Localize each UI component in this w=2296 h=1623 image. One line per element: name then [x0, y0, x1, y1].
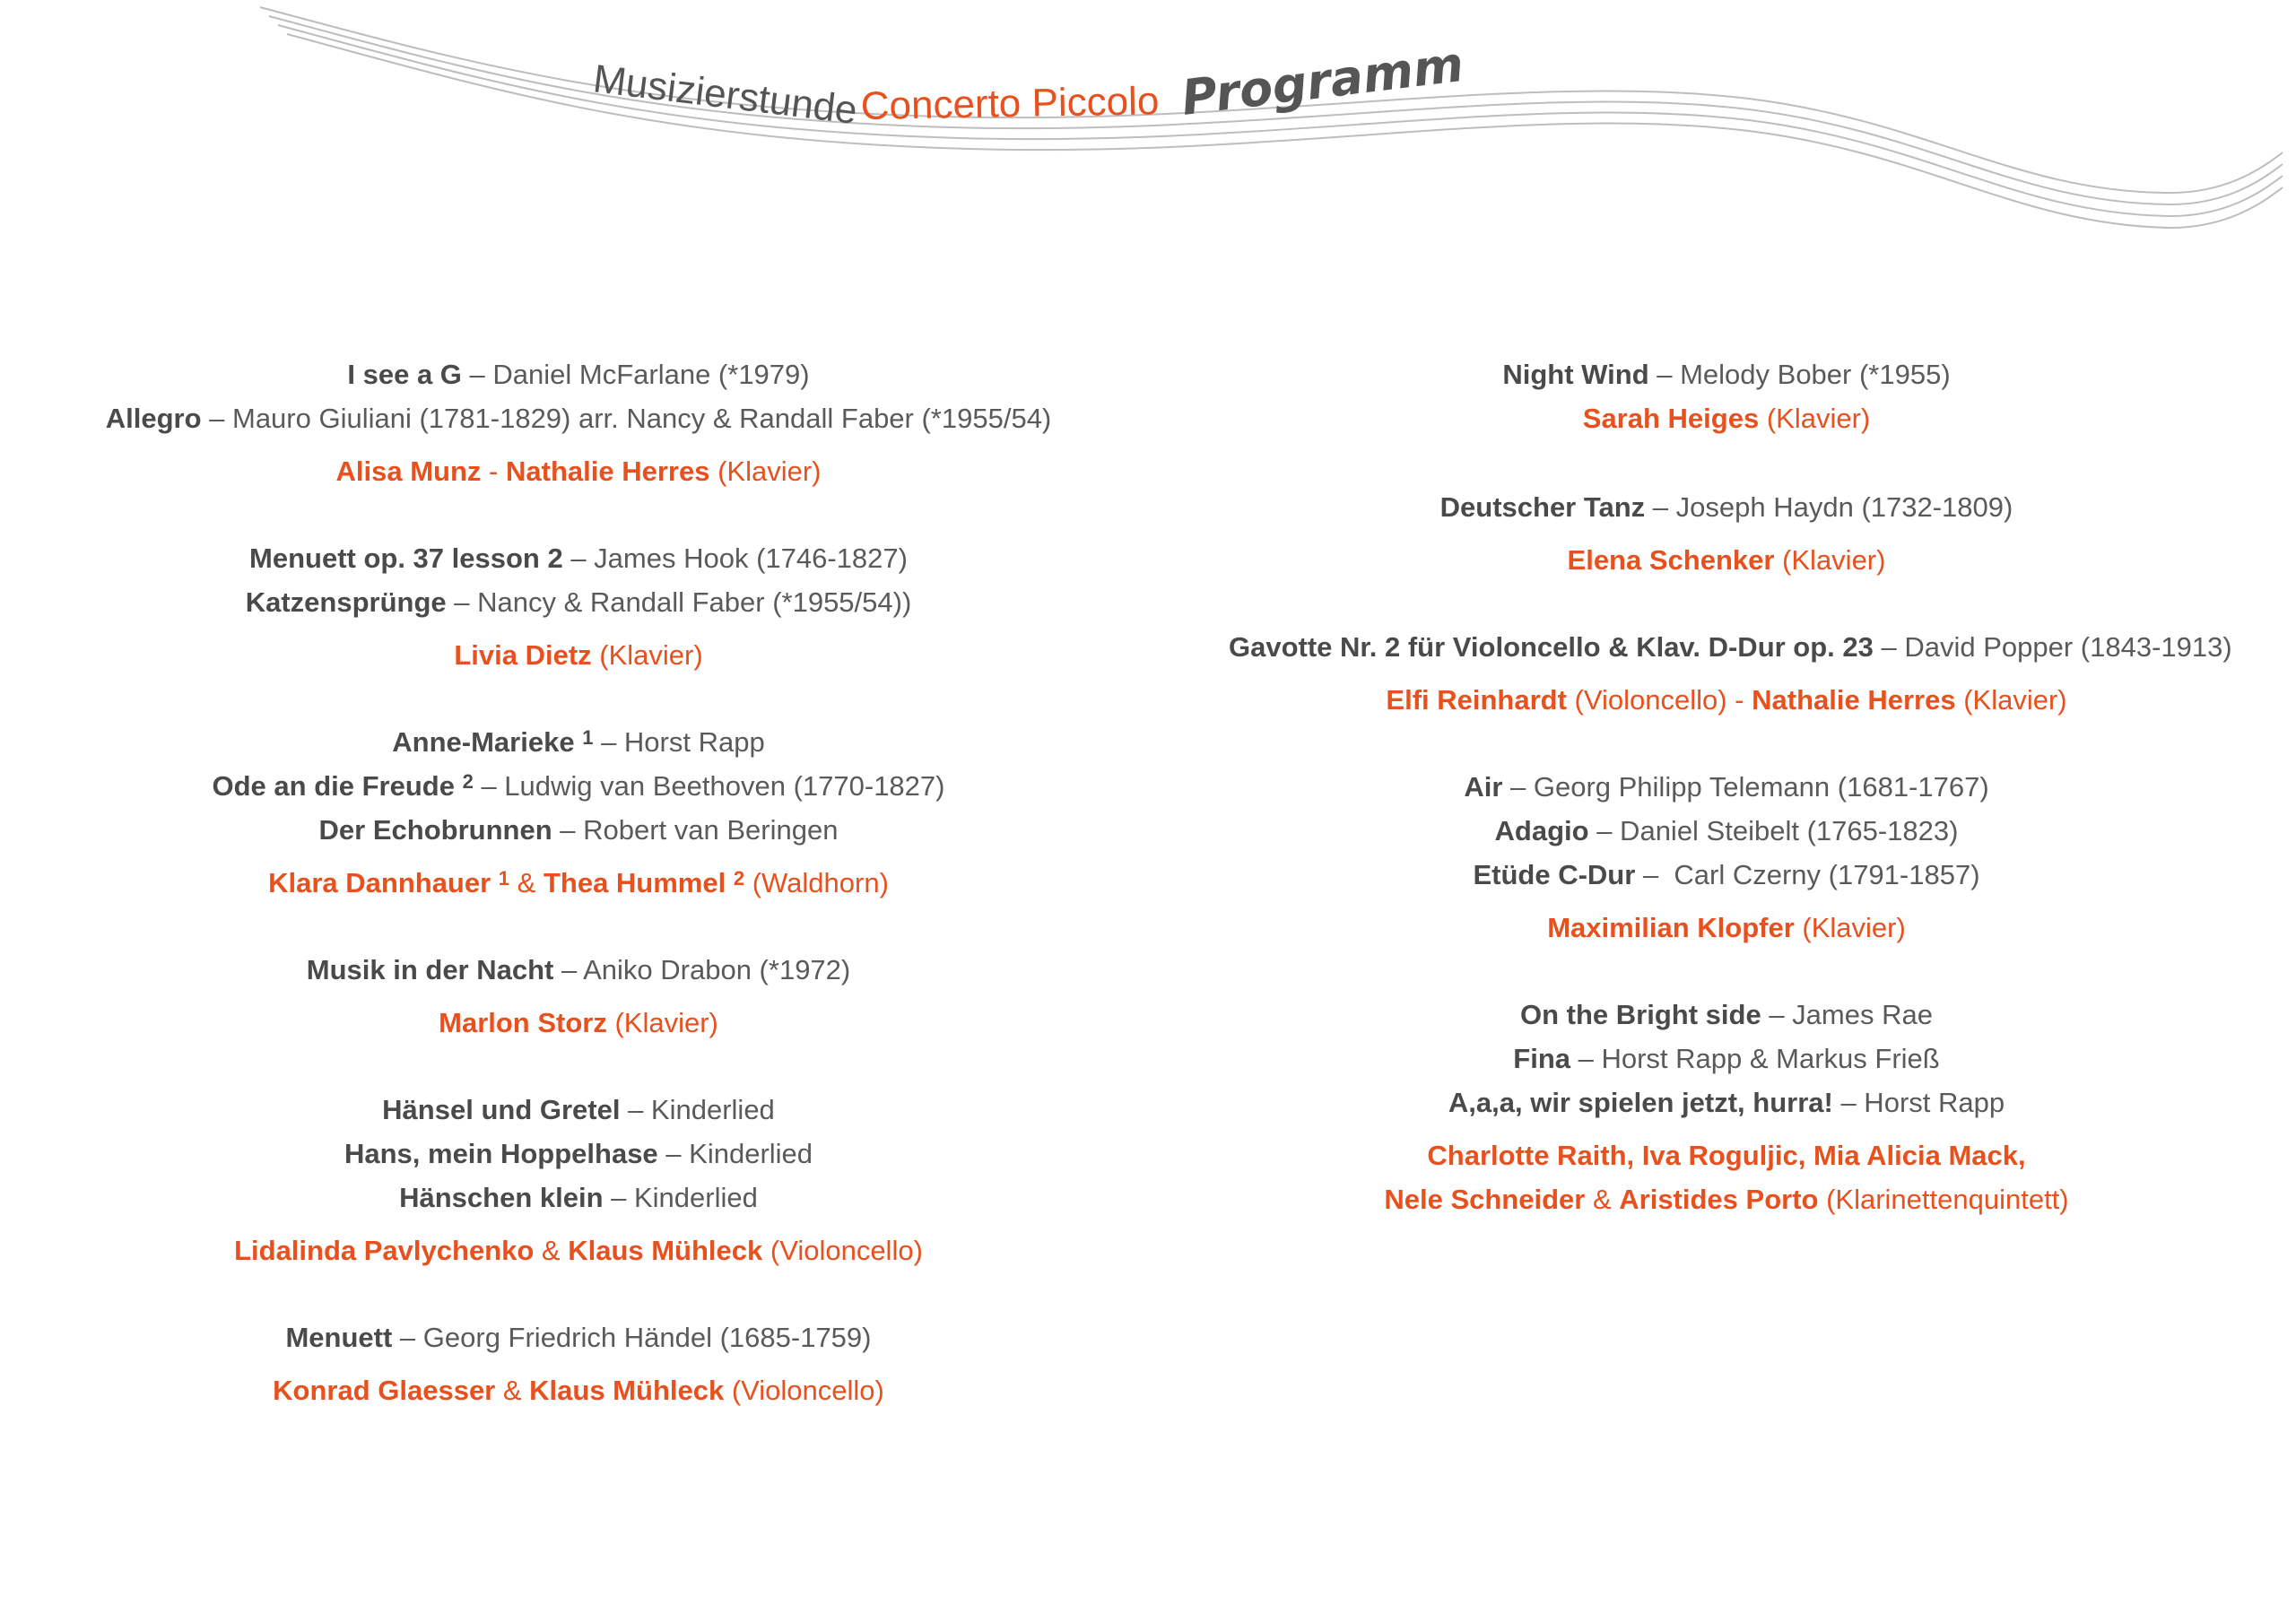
piece-line: [81, 1315, 1076, 1359]
program-left-column: [81, 352, 1076, 1412]
piece-line: [81, 948, 1076, 992]
piece-composer: – Daniel Steibelt (1765-1823): [1588, 815, 1959, 846]
piece-composer: – Horst Rapp & Markus Frieß: [1570, 1043, 1940, 1074]
piece-composer: – Nancy & Randall Faber (*1955/54)): [446, 586, 912, 618]
piece-line: [81, 1176, 1076, 1219]
header: [0, 0, 2296, 233]
performer-instrument: (Klavier): [1759, 403, 1871, 434]
performer-line: [1229, 396, 2224, 440]
piece-line: [1229, 352, 2224, 396]
performer-instrument: (Klavier): [1794, 912, 1906, 943]
performer-instrument: (Klavier): [709, 456, 822, 487]
performer-instrument: (Klarinettenquintett): [1818, 1184, 2069, 1215]
piece-title: Adagio: [1494, 815, 1589, 846]
piece-composer: – Daniel McFarlane (*1979): [461, 359, 810, 390]
performer-instrument: (Violoncello): [724, 1375, 884, 1406]
program-block: [81, 948, 1076, 1045]
performer-instrument: (Violoncello): [1566, 684, 1727, 716]
performer-name: Konrad Glaesser: [273, 1375, 496, 1406]
performer-line: [1229, 1177, 2224, 1221]
piece-title: Hänsel und Gretel: [382, 1094, 621, 1125]
performer-name: Aristides Porto: [1619, 1184, 1819, 1215]
performer-name: Elena Schenker: [1567, 544, 1775, 576]
piece-composer: – Melody Bober (*1955): [1648, 359, 1951, 390]
piece-composer: – Horst Rapp: [1832, 1087, 2005, 1118]
piece-composer: – Kinderlied: [657, 1138, 813, 1169]
performer-name: Klaus Mühleck: [529, 1375, 725, 1406]
performer-line: [1229, 678, 2224, 722]
performer-separator: &: [534, 1235, 569, 1266]
piece-composer: – David Popper (1843-1913): [1873, 631, 2232, 663]
piece-line: [81, 580, 1076, 624]
program-block: [1229, 993, 2224, 1221]
performer-name: Sarah Heiges: [1582, 403, 1760, 434]
piece-line: [81, 352, 1076, 396]
piece-composer: – Joseph Haydn (1732-1809): [1645, 491, 2013, 523]
performer-name: Nathalie Herres: [506, 456, 710, 487]
performer-name: Lidalinda Pavlychenko: [234, 1235, 535, 1266]
piece-composer: – Horst Rapp: [593, 726, 765, 758]
performer-line: [81, 1368, 1076, 1412]
performer-line: [1229, 1133, 2224, 1177]
performer-instrument: (Klavier): [1774, 544, 1886, 576]
header-word-programm: Programm: [1178, 35, 1467, 126]
performer-instrument: (Klavier): [591, 639, 703, 671]
performer-name: Elfi Reinhardt: [1386, 684, 1567, 716]
program-block: [1229, 765, 2224, 950]
piece-line: [1229, 625, 2232, 669]
performer-instrument: (Waldhorn): [744, 867, 889, 898]
piece-title: Etüde C-Dur: [1473, 859, 1636, 890]
performer-separator: &: [1585, 1184, 1620, 1215]
program-block: [81, 352, 1076, 493]
staff-lines-decoration: [0, 0, 2296, 233]
piece-composer: – Kinderlied: [603, 1182, 758, 1213]
piece-line: [81, 1132, 1076, 1176]
piece-line: [81, 720, 1076, 764]
program-block: [81, 536, 1076, 677]
performer-name: Marlon Storz: [439, 1007, 607, 1038]
program-block: [1229, 352, 2224, 440]
piece-line: [1229, 1037, 2224, 1081]
performer-name: Maximilian Klopfer: [1547, 912, 1795, 943]
program-right-column: [1229, 352, 2232, 1221]
piece-line: [1229, 1081, 2224, 1124]
piece-title: Ode an die Freude: [212, 770, 455, 802]
performer-name: Thea Hummel: [543, 867, 726, 898]
performer-names: Charlotte Raith, Iva Roguljic, Mia Alicia Mack,: [1427, 1140, 2026, 1171]
piece-line: [81, 764, 1076, 808]
footnote-marker: 1: [582, 726, 594, 749]
program-block: [81, 1088, 1076, 1272]
piece-composer: – James Rae: [1761, 999, 1933, 1030]
piece-title: Air: [1464, 771, 1503, 803]
piece-title: Anne-Marieke: [392, 726, 575, 758]
piece-composer: – Aniko Drabon (*1972): [553, 954, 851, 985]
footnote-marker: 2: [733, 867, 745, 890]
performer-name: Nele Schneider: [1384, 1184, 1586, 1215]
piece-title: Deutscher Tanz: [1439, 491, 1646, 523]
performer-instrument: (Klavier): [606, 1007, 718, 1038]
piece-line: [81, 1088, 1076, 1132]
piece-title: Night Wind: [1502, 359, 1649, 390]
piece-composer: – Georg Friedrich Händel (1685-1759): [392, 1322, 872, 1353]
piece-title: Gavotte Nr. 2 für Violoncello & Klav. D-Dur op. 23: [1229, 631, 1874, 663]
piece-line: [1229, 993, 2224, 1037]
program-block: [1229, 485, 2224, 582]
performer-line: [81, 1001, 1076, 1045]
piece-title: Allegro: [105, 403, 202, 434]
performer-line: [1229, 538, 2224, 582]
header-word-musizierstunde: Musizierstunde: [590, 56, 860, 133]
performer-name: Alisa Munz: [335, 456, 482, 487]
piece-composer: – Georg Philipp Telemann (1681-1767): [1502, 771, 1989, 803]
performer-name: Livia Dietz: [454, 639, 592, 671]
piece-line: [1229, 485, 2224, 529]
piece-line: [1229, 809, 2224, 853]
piece-title: Fina: [1513, 1043, 1570, 1074]
piece-title: A,a,a, wir spielen jetzt, hurra!: [1448, 1087, 1833, 1118]
piece-line: [1229, 853, 2224, 897]
piece-title: Musik in der Nacht: [306, 954, 554, 985]
performer-instrument: (Violoncello): [762, 1235, 923, 1266]
performer-separator: &: [495, 1375, 530, 1406]
program-block: [81, 720, 1076, 905]
performer-line: [81, 449, 1076, 493]
piece-composer: – Mauro Giuliani (1781-1829) arr. Nancy & Randall Faber (*1955/54): [201, 403, 1052, 434]
footnote-marker: 2: [462, 770, 474, 793]
performer-instrument: (Klavier): [1955, 684, 2067, 716]
performer-separator: &: [509, 867, 544, 898]
footnote-marker: 1: [498, 867, 510, 890]
piece-composer: – James Hook (1746-1827): [562, 542, 908, 574]
piece-line: [81, 536, 1076, 580]
program-block: [81, 1315, 1076, 1412]
piece-title: Menuett: [285, 1322, 393, 1353]
piece-title: Katzensprünge: [245, 586, 447, 618]
performer-line: [1229, 906, 2224, 950]
performer-line: [81, 633, 1076, 677]
performer-name: Klara Dannhauer: [268, 867, 491, 898]
performer-name: Nathalie Herres: [1752, 684, 1956, 716]
program-block: [1229, 625, 2232, 722]
piece-title: Der Echobrunnen: [318, 814, 552, 846]
piece-title: Hänschen klein: [399, 1182, 604, 1213]
header-word-concerto-piccolo: Concerto Piccolo: [860, 79, 1160, 128]
piece-line: [81, 396, 1076, 440]
piece-composer: – Kinderlied: [620, 1094, 775, 1125]
performer-name: Klaus Mühleck: [568, 1235, 763, 1266]
piece-composer: – Carl Czerny (1791-1857): [1635, 859, 1980, 890]
piece-title: Hans, mein Hoppelhase: [344, 1138, 658, 1169]
piece-title: Menuett op. 37 lesson 2: [249, 542, 563, 574]
piece-line: [1229, 765, 2224, 809]
performer-line: [81, 861, 1076, 905]
performer-separator: -: [1726, 684, 1752, 716]
piece-composer: – Ludwig van Beethoven (1770-1827): [473, 770, 945, 802]
piece-title: On the Bright side: [1520, 999, 1761, 1030]
performer-line: [81, 1228, 1076, 1272]
piece-composer: – Robert van Beringen: [552, 814, 839, 846]
piece-title: I see a G: [347, 359, 462, 390]
piece-line: [81, 808, 1076, 852]
performer-separator: -: [481, 456, 506, 487]
